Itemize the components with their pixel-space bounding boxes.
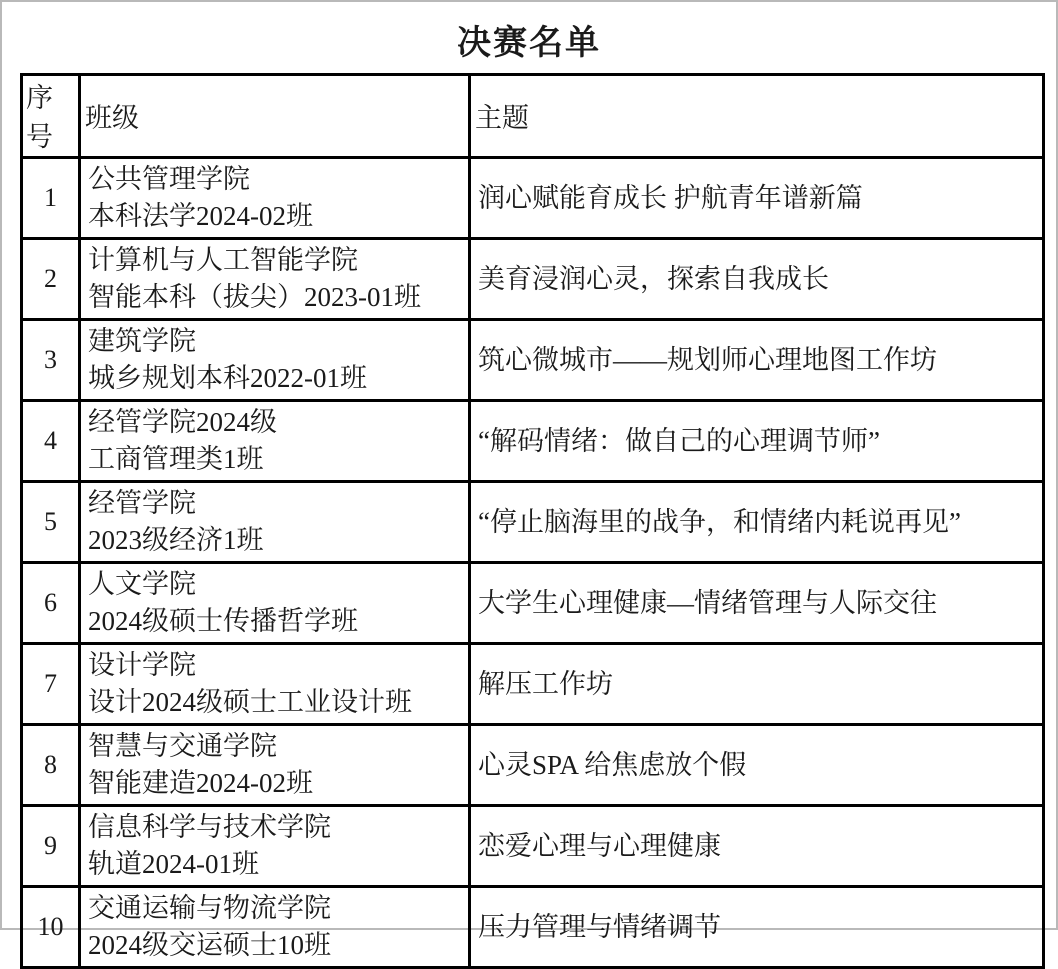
- table-body: [22, 158, 1044, 968]
- header-cell-theme: 主题: [470, 75, 1044, 158]
- class-line-2: 2024级硕士传播哲学班: [88, 606, 358, 636]
- class-line-1: 经管学院: [88, 488, 196, 518]
- cell-theme: 润心赋能育成长 护航青年谱新篇: [470, 158, 1044, 239]
- class-line-2: 设计2024级硕士工业设计班: [88, 687, 412, 717]
- class-line-2: 本科法学2024-02班: [88, 201, 313, 231]
- class-line-2: 智能建造2024-02班: [88, 768, 313, 798]
- cell-class: [80, 158, 470, 239]
- class-line-2: 2023级经济1班: [88, 525, 264, 555]
- table-row: [22, 887, 1044, 968]
- class-line-2: 智能本科（拔尖）2023-01班: [88, 282, 421, 312]
- cell-class: [80, 320, 470, 401]
- cell-theme: “停止脑海里的战争，和情绪内耗说再见”: [470, 482, 1044, 563]
- cell-no: 5: [22, 482, 80, 563]
- cell-theme: 解压工作坊: [470, 644, 1044, 725]
- class-line-2: 轨道2024-01班: [88, 849, 259, 879]
- cell-no: 7: [22, 644, 80, 725]
- cell-no: 1: [22, 158, 80, 239]
- class-line-2: 城乡规划本科2022-01班: [88, 363, 367, 393]
- table-row: [22, 320, 1044, 401]
- cell-class: [80, 644, 470, 725]
- table-row: [22, 158, 1044, 239]
- cell-class: [80, 482, 470, 563]
- table-row: [22, 806, 1044, 887]
- cell-no: 3: [22, 320, 80, 401]
- cell-class: [80, 239, 470, 320]
- cell-no: 9: [22, 806, 80, 887]
- header-cell-class: 班级: [80, 75, 470, 158]
- cell-theme: 美育浸润心灵，探索自我成长: [470, 239, 1044, 320]
- class-line-2: 2024级交运硕士10班: [88, 930, 331, 960]
- table-row: [22, 239, 1044, 320]
- class-line-1: 交通运输与物流学院: [88, 893, 331, 923]
- cell-theme: 筑心微城市——规划师心理地图工作坊: [470, 320, 1044, 401]
- cell-class: [80, 401, 470, 482]
- cell-class: [80, 563, 470, 644]
- table-row: [22, 725, 1044, 806]
- table-header-row: [22, 75, 1044, 158]
- class-line-2: 工商管理类1班: [88, 444, 264, 474]
- page-title: 决赛名单: [457, 25, 601, 62]
- table-row: [22, 482, 1044, 563]
- table-row: [22, 401, 1044, 482]
- table-row: [22, 563, 1044, 644]
- class-line-1: 信息科学与技术学院: [88, 812, 331, 842]
- class-line-1: 公共管理学院: [88, 164, 250, 194]
- cell-no: 10: [22, 887, 80, 968]
- class-line-1: 计算机与人工智能学院: [88, 245, 358, 275]
- cell-theme: 压力管理与情绪调节: [470, 887, 1044, 968]
- class-line-1: 经管学院2024级: [88, 407, 277, 437]
- cell-theme: “解码情绪：做自己的心理调节师”: [470, 401, 1044, 482]
- finals-table: [20, 73, 1045, 969]
- cell-no: 4: [22, 401, 80, 482]
- class-line-1: 建筑学院: [88, 326, 196, 356]
- cell-class: [80, 887, 470, 968]
- cell-no: 6: [22, 563, 80, 644]
- cell-no: 2: [22, 239, 80, 320]
- header-cell-no: 序号: [22, 75, 80, 158]
- cell-theme: 大学生心理健康—情绪管理与人际交往: [470, 563, 1044, 644]
- class-line-1: 人文学院: [88, 569, 196, 599]
- class-line-1: 设计学院: [88, 650, 196, 680]
- cell-class: [80, 806, 470, 887]
- table-row: [22, 644, 1044, 725]
- cell-no: 8: [22, 725, 80, 806]
- class-line-1: 智慧与交通学院: [88, 731, 277, 761]
- cell-class: [80, 725, 470, 806]
- cell-theme: 心灵SPA 给焦虑放个假: [470, 725, 1044, 806]
- cell-theme: 恋爱心理与心理健康: [470, 806, 1044, 887]
